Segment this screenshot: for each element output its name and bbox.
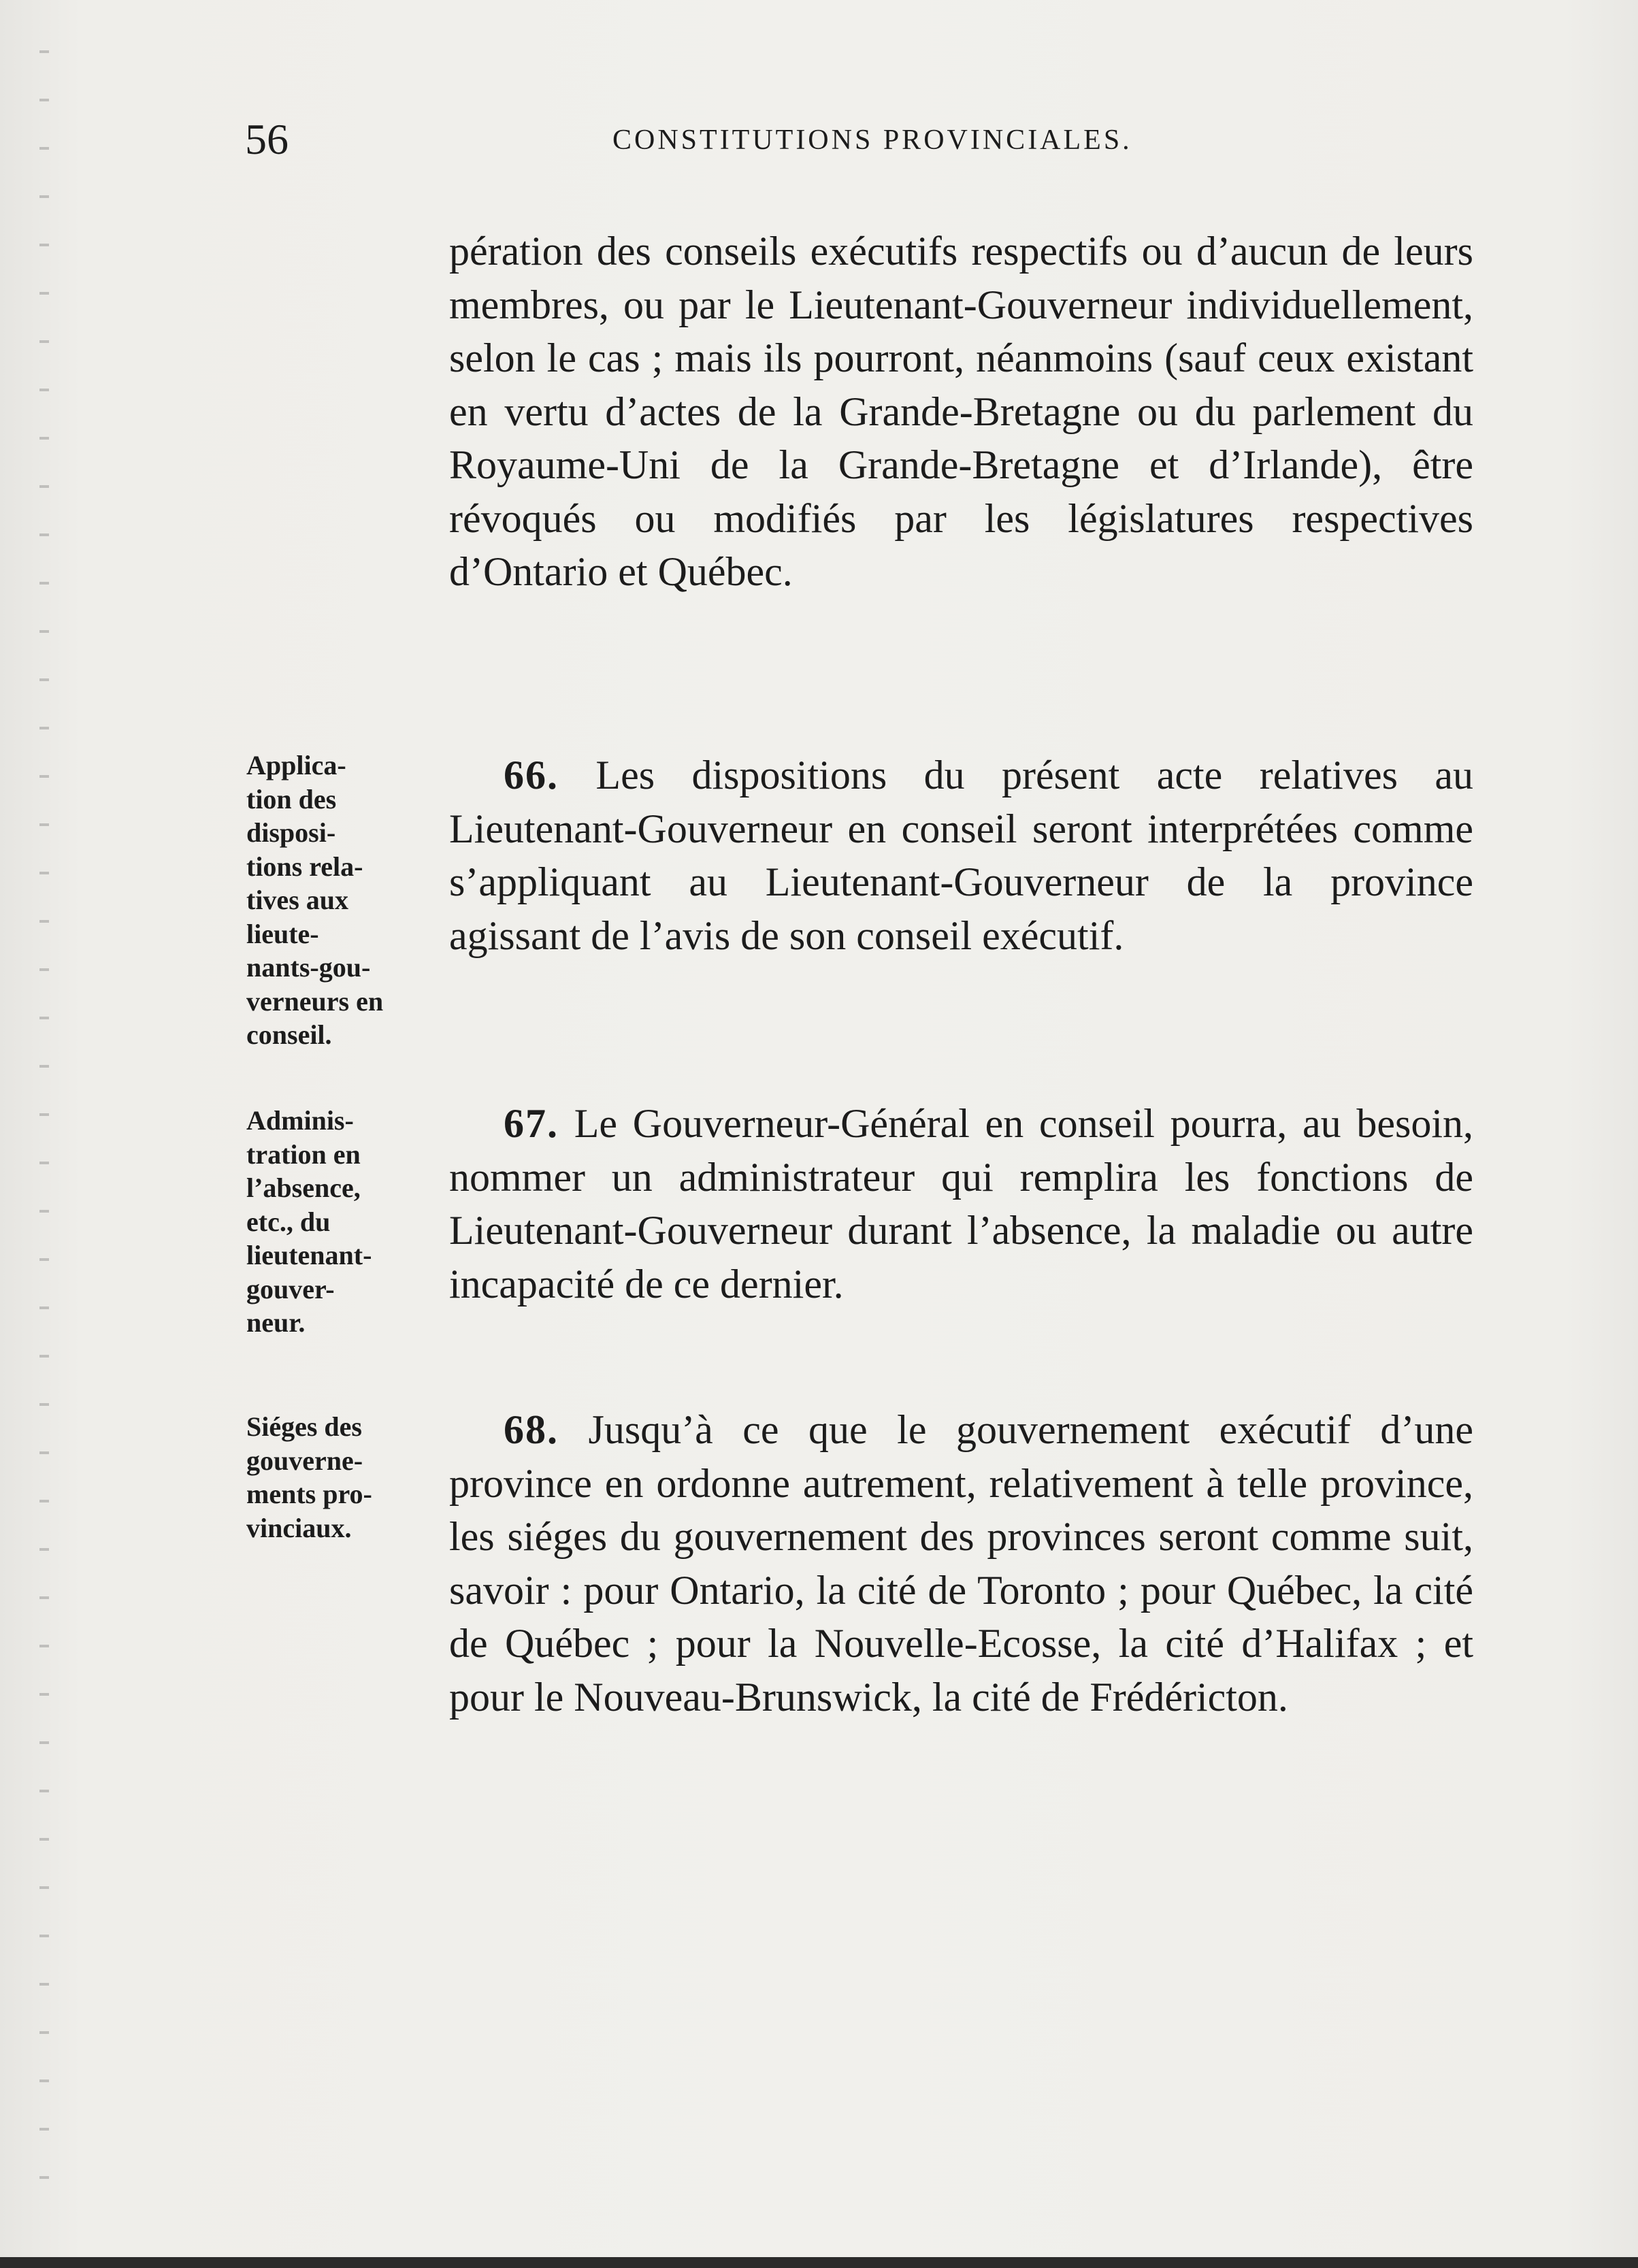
- margin-note-line: tions rela-: [246, 851, 363, 882]
- show-through: [231, 490, 1456, 2191]
- paragraph-continuation: [449, 225, 1473, 599]
- page-header: [245, 114, 1467, 169]
- margin-note-line: nants-gou-: [246, 952, 371, 983]
- margin-note-line: tives aux: [246, 885, 348, 915]
- margin-note-line: neur.: [246, 1307, 306, 1338]
- margin-note-line: vinciaux.: [246, 1512, 352, 1543]
- section-number: 66.: [504, 753, 559, 798]
- section-68-text: Jusqu’à ce que le gouvernement exécutif d’une province en ordonne autrement, relativement à telle province, les siéges du gouvernement des provinces seront comme suit, savoir : pour Ontario, la cité de Toronto ; pour Québec, la cité de Québec ; pour la Nouvelle-Ecosse, la cité d’Halifax ; et pour le Nouveau-Brunswick, la cité de Frédéricton.: [449, 1407, 1474, 1720]
- binding-edge: [39, 27, 49, 2191]
- margin-note-line: disposi-: [246, 817, 336, 848]
- margin-note-line: gouver-: [246, 1273, 335, 1304]
- margin-note-line: Siéges des: [246, 1411, 362, 1442]
- section-number: 67.: [504, 1101, 559, 1146]
- section-68: [449, 1403, 1473, 1724]
- margin-note-line: tion des: [246, 783, 337, 815]
- page-number: 56: [245, 115, 289, 163]
- margin-note-line: verneurs en: [246, 985, 384, 1017]
- section-67-text: Le Gouverneur-Général en conseil pourra, au besoin, nommer un administrateur qui remplira les fonctions de Lieutenant-Gouverneur durant l’absence, la maladie ou autre incapacité de ce dernier.: [449, 1101, 1474, 1306]
- running-title: CONSTITUTIONS PROVINCIALES.: [612, 125, 1132, 156]
- section-66-paragraph: [449, 749, 1473, 962]
- margin-note-line: ments pro-: [246, 1479, 372, 1509]
- margin-note-line: lieutenant-: [246, 1240, 372, 1270]
- margin-note-68: [246, 1410, 437, 1545]
- margin-note-66: [246, 749, 437, 1052]
- margin-note-line: conseil.: [246, 1019, 332, 1050]
- margin-note-line: gouverne-: [246, 1445, 363, 1476]
- section-66-text: Les dispositions du présent acte relatives au Lieutenant-Gouverneur en conseil seront interprétées comme s’appliquant au Lieutenant-Gouverneur de la province agissant de l’avis de son conseil exécutif.: [449, 753, 1473, 958]
- margin-note-line: Applica-: [246, 750, 346, 780]
- section-67-paragraph: [449, 1097, 1473, 1311]
- margin-note-line: etc., du: [246, 1206, 331, 1237]
- section-number: 68.: [504, 1407, 559, 1452]
- paragraph-text: pération des conseils exécutifs respectifs ou d’aucun de leurs membres, ou par le Lieutenant-Gouverneur individuellement, selon le cas ; mais ils pourront, néanmoins (sauf ceux existant en vertu d’actes de la Grande-Bretagne ou du parlement du Royaume-Uni de la Grande-Bretagne et d’Irlande), être révoqués ou modifiés par les législatures respectives d’Ontario et Québec.: [449, 229, 1473, 594]
- section-67: [449, 1097, 1473, 1311]
- scan-bottom-edge: [0, 2257, 1638, 2268]
- margin-note-line: tration en: [246, 1138, 361, 1170]
- section-66: [449, 749, 1473, 962]
- section-68-paragraph: [449, 1403, 1473, 1724]
- margin-note-line: lieute-: [246, 918, 319, 949]
- margin-note-67: [246, 1104, 437, 1340]
- margin-note-line: l’absence,: [246, 1172, 361, 1203]
- margin-note-line: Adminis-: [246, 1105, 354, 1136]
